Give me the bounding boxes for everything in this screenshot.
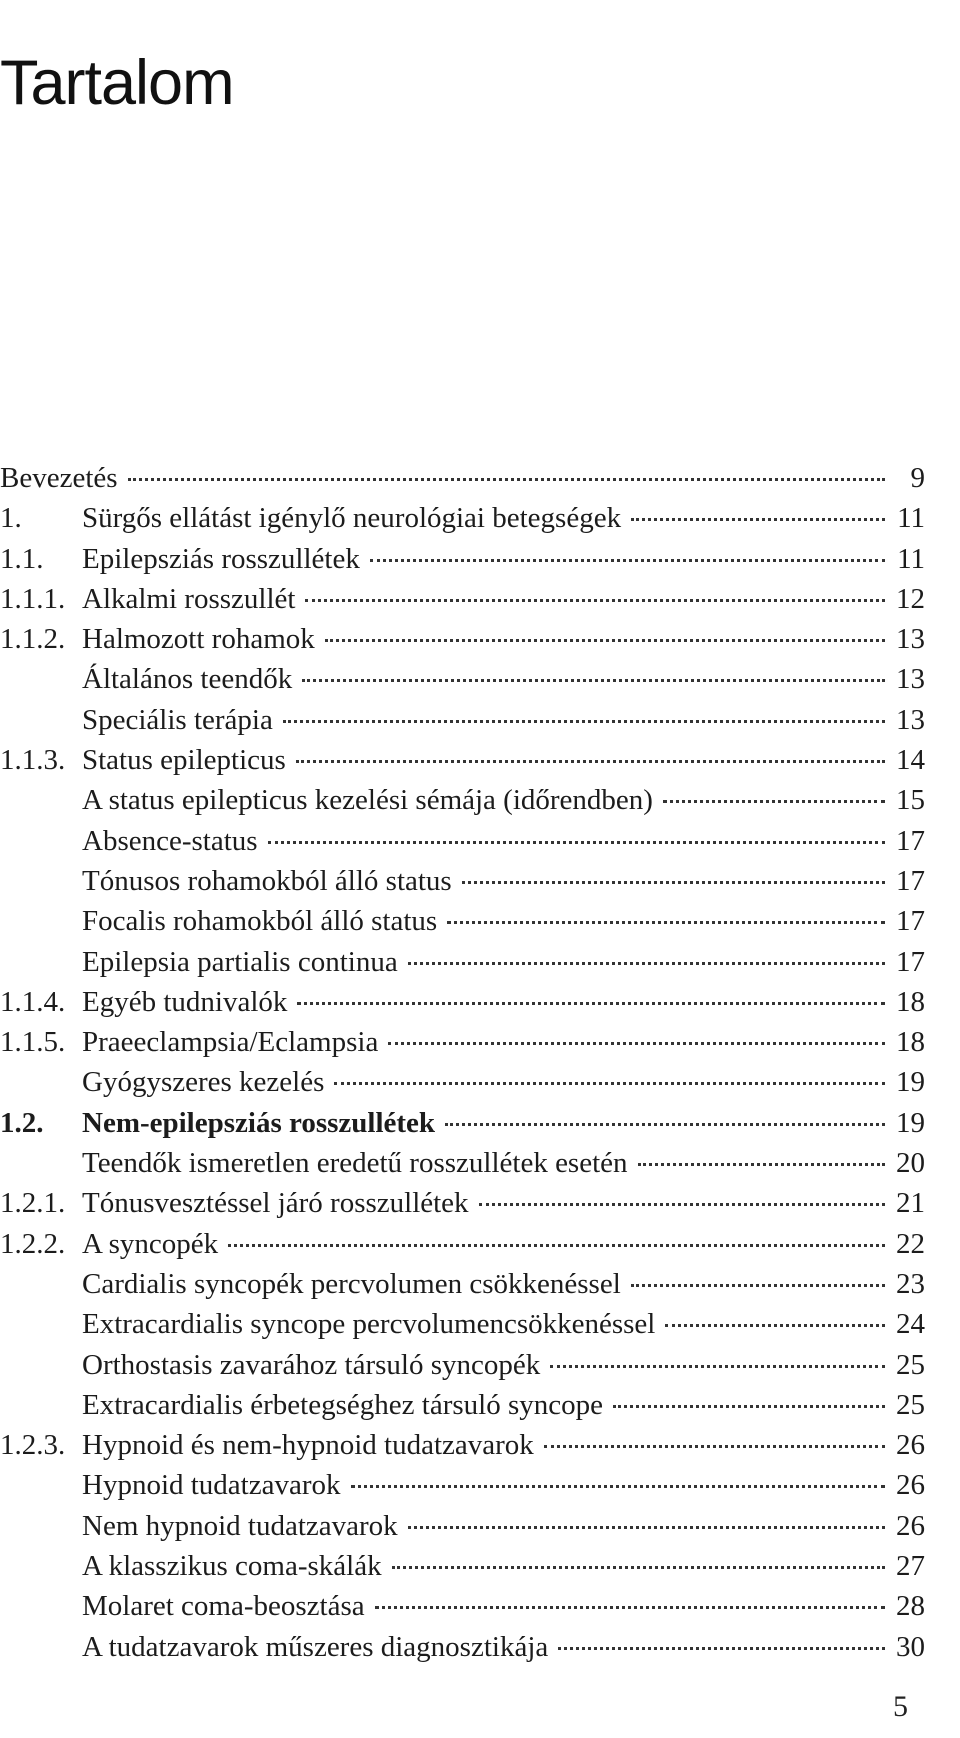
toc-entry-title: Gyógyszeres kezelés	[82, 1066, 325, 1099]
dot-leader	[268, 841, 885, 844]
toc-entry-number: 1.2.2.	[0, 1227, 66, 1260]
dot-leader	[665, 1324, 885, 1327]
toc-entry[interactable]	[0, 1550, 925, 1590]
toc-entry-title: Cardialis syncopék percvolumen csökkenéssel	[82, 1267, 621, 1300]
toc-entry-title: A status epilepticus kezelési sémája (időrendben)	[82, 784, 653, 817]
toc-entry-page: 18	[896, 1026, 925, 1059]
toc-entry-page: 11	[897, 542, 925, 575]
toc-entry-page: 17	[896, 864, 925, 897]
toc-entry-page: 27	[896, 1550, 925, 1583]
toc-entry-title: Epilepsziás rosszullétek	[82, 542, 360, 575]
toc-entry[interactable]	[0, 583, 925, 623]
dot-leader	[296, 760, 885, 763]
toc-entry-title: Általános teendők	[82, 663, 293, 696]
dot-leader	[305, 599, 885, 602]
toc-entry-number: 1.1.5.	[0, 1026, 66, 1059]
toc-entry-title: Status epilepticus	[82, 744, 286, 777]
toc-entry[interactable]	[0, 825, 925, 865]
toc-entry-number: 1.1.1.	[0, 582, 66, 615]
toc-entry[interactable]	[0, 1349, 925, 1389]
toc-entry-page: 13	[896, 623, 925, 656]
toc-entry-page: 11	[897, 502, 925, 535]
dot-leader	[663, 800, 885, 803]
toc-entry[interactable]	[0, 1147, 925, 1187]
dot-leader	[128, 478, 885, 481]
toc-entry-page: 17	[896, 945, 925, 978]
dot-leader	[631, 518, 885, 521]
toc-entry-number: 1.2.3.	[0, 1429, 66, 1462]
dot-leader	[302, 679, 885, 682]
toc-entry[interactable]	[0, 986, 925, 1026]
toc-entry-page: 18	[896, 985, 925, 1018]
toc-entry[interactable]	[0, 663, 925, 703]
toc-entry-title: A klasszikus coma-skálák	[82, 1550, 382, 1583]
toc-entry[interactable]	[0, 1590, 925, 1630]
toc-entry-page: 26	[896, 1509, 925, 1542]
toc-entry-title: Epilepsia partialis continua	[82, 945, 398, 978]
toc-entry-page: 26	[896, 1469, 925, 1502]
toc-entry-title: Molaret coma-beosztása	[82, 1590, 365, 1623]
toc-entry-page: 17	[896, 824, 925, 857]
toc-entry[interactable]	[0, 1510, 925, 1550]
toc-entry[interactable]	[0, 1187, 925, 1227]
dot-leader	[325, 639, 885, 642]
dot-leader	[370, 559, 885, 562]
dot-leader	[334, 1082, 885, 1085]
toc-entry-title: Orthostasis zavarához társuló syncopék	[82, 1348, 541, 1381]
toc-entry[interactable]	[0, 1429, 925, 1469]
toc-entry-title: Halmozott rohamok	[82, 623, 315, 656]
dot-leader	[375, 1606, 885, 1609]
toc-entry-page: 19	[896, 1066, 925, 1099]
toc-entry[interactable]	[0, 1268, 925, 1308]
toc-entry[interactable]	[0, 946, 925, 986]
toc-entry-page: 30	[896, 1630, 925, 1663]
toc-entry[interactable]	[0, 1469, 925, 1509]
toc-entry[interactable]	[0, 1107, 925, 1147]
toc-entry-page: 19	[896, 1106, 925, 1139]
toc-entry-number: 1.1.2.	[0, 623, 66, 656]
toc-entry-title: Egyéb tudnivalók	[82, 985, 288, 1018]
toc-entry[interactable]	[0, 543, 925, 583]
toc-entry-number: 1.2.1.	[0, 1187, 66, 1220]
toc-entry-title: Extracardialis syncope percvolumencsökkenéssel	[82, 1308, 656, 1341]
toc-entry[interactable]	[0, 623, 925, 663]
toc-entry-page: 12	[896, 582, 925, 615]
toc-entry[interactable]	[0, 1066, 925, 1106]
dot-leader	[479, 1203, 885, 1206]
toc-entry-page: 23	[896, 1267, 925, 1300]
toc-entry-title: Extracardialis érbetegséghez társuló syncope	[82, 1388, 603, 1421]
toc-entry-page: 17	[896, 905, 925, 938]
toc-entry-page: 14	[896, 744, 925, 777]
toc-entry-title: Teendők ismeretlen eredetű rosszullétek esetén	[82, 1147, 628, 1180]
toc-entry[interactable]	[0, 1308, 925, 1348]
dot-leader	[638, 1163, 885, 1166]
dot-leader	[613, 1405, 885, 1408]
page-title: Tartalom	[0, 48, 234, 118]
toc-entry-title: A syncopék	[82, 1227, 219, 1260]
toc-entry-title: Hypnoid tudatzavarok	[82, 1469, 341, 1502]
toc-entry-page: 25	[896, 1388, 925, 1421]
toc-entry-title: Sürgős ellátást igénylő neurológiai betegségek	[82, 502, 622, 535]
dot-leader	[351, 1485, 885, 1488]
dot-leader	[631, 1284, 885, 1287]
toc-entry-title: Absence-status	[82, 824, 258, 857]
toc-entry-title: Focalis rohamokból álló status	[82, 905, 438, 938]
dot-leader	[392, 1566, 885, 1569]
toc-entry-page: 21	[896, 1187, 925, 1220]
toc-entry-page: 13	[896, 663, 925, 696]
toc-entry-title: Speciális terápia	[82, 703, 273, 736]
dot-leader	[544, 1445, 885, 1448]
toc-entry-page: 24	[896, 1308, 925, 1341]
toc-entry-page: 28	[896, 1590, 925, 1623]
toc-entry-title: A tudatzavarok műszeres diagnosztikája	[82, 1630, 549, 1663]
toc-entry[interactable]	[0, 865, 925, 905]
toc-entry-number: 1.1.3.	[0, 744, 66, 777]
dot-leader	[445, 1123, 885, 1126]
toc-entry[interactable]	[0, 784, 925, 824]
dot-leader	[228, 1244, 885, 1247]
toc-entry[interactable]	[0, 1631, 925, 1671]
toc-entry-number: 1.	[0, 502, 22, 535]
toc-entry-page: 22	[896, 1227, 925, 1260]
toc-entry-title: Tónusos rohamokból álló status	[82, 864, 452, 897]
toc-entry[interactable]	[0, 502, 925, 542]
toc-entry-number: 1.1.	[0, 542, 44, 575]
toc-entry-page: 25	[896, 1348, 925, 1381]
dot-leader	[408, 962, 885, 965]
page-number: 5	[893, 1690, 908, 1723]
toc-entry-title: Alkalmi rosszullét	[82, 582, 296, 615]
toc-entry[interactable]	[0, 1228, 925, 1268]
dot-leader	[550, 1365, 885, 1368]
dot-leader	[388, 1042, 885, 1045]
toc-entry-title: Nem hypnoid tudatzavarok	[82, 1509, 398, 1542]
dot-leader	[283, 720, 885, 723]
toc-entry[interactable]	[0, 462, 925, 502]
toc-entry[interactable]	[0, 1026, 925, 1066]
toc-entry-title: Hypnoid és nem-hypnoid tudatzavarok	[82, 1429, 534, 1462]
dot-leader	[297, 1002, 885, 1005]
dot-leader	[462, 881, 885, 884]
toc-entry[interactable]	[0, 744, 925, 784]
toc-entry-page: 15	[896, 784, 925, 817]
toc-entry-page: 20	[896, 1147, 925, 1180]
dot-leader	[408, 1526, 885, 1529]
toc-entry-title: Tónusvesztéssel járó rosszullétek	[82, 1187, 469, 1220]
table-of-contents	[0, 462, 925, 1671]
toc-entry-page: 13	[896, 703, 925, 736]
toc-entry[interactable]	[0, 1389, 925, 1429]
toc-entry-page: 26	[896, 1429, 925, 1462]
toc-entry[interactable]	[0, 704, 925, 744]
dot-leader	[447, 921, 885, 924]
toc-entry-number: 1.2.	[0, 1106, 44, 1139]
toc-entry-page: 9	[910, 462, 925, 494]
toc-entry[interactable]	[0, 905, 925, 945]
toc-entry-title: Praeeclampsia/Eclampsia	[82, 1026, 379, 1059]
dot-leader	[558, 1647, 885, 1650]
toc-entry-title: Bevezetés	[0, 462, 118, 494]
toc-entry-number: 1.1.4.	[0, 985, 66, 1018]
toc-entry-title: Nem-epilepsziás rosszullétek	[82, 1106, 436, 1139]
